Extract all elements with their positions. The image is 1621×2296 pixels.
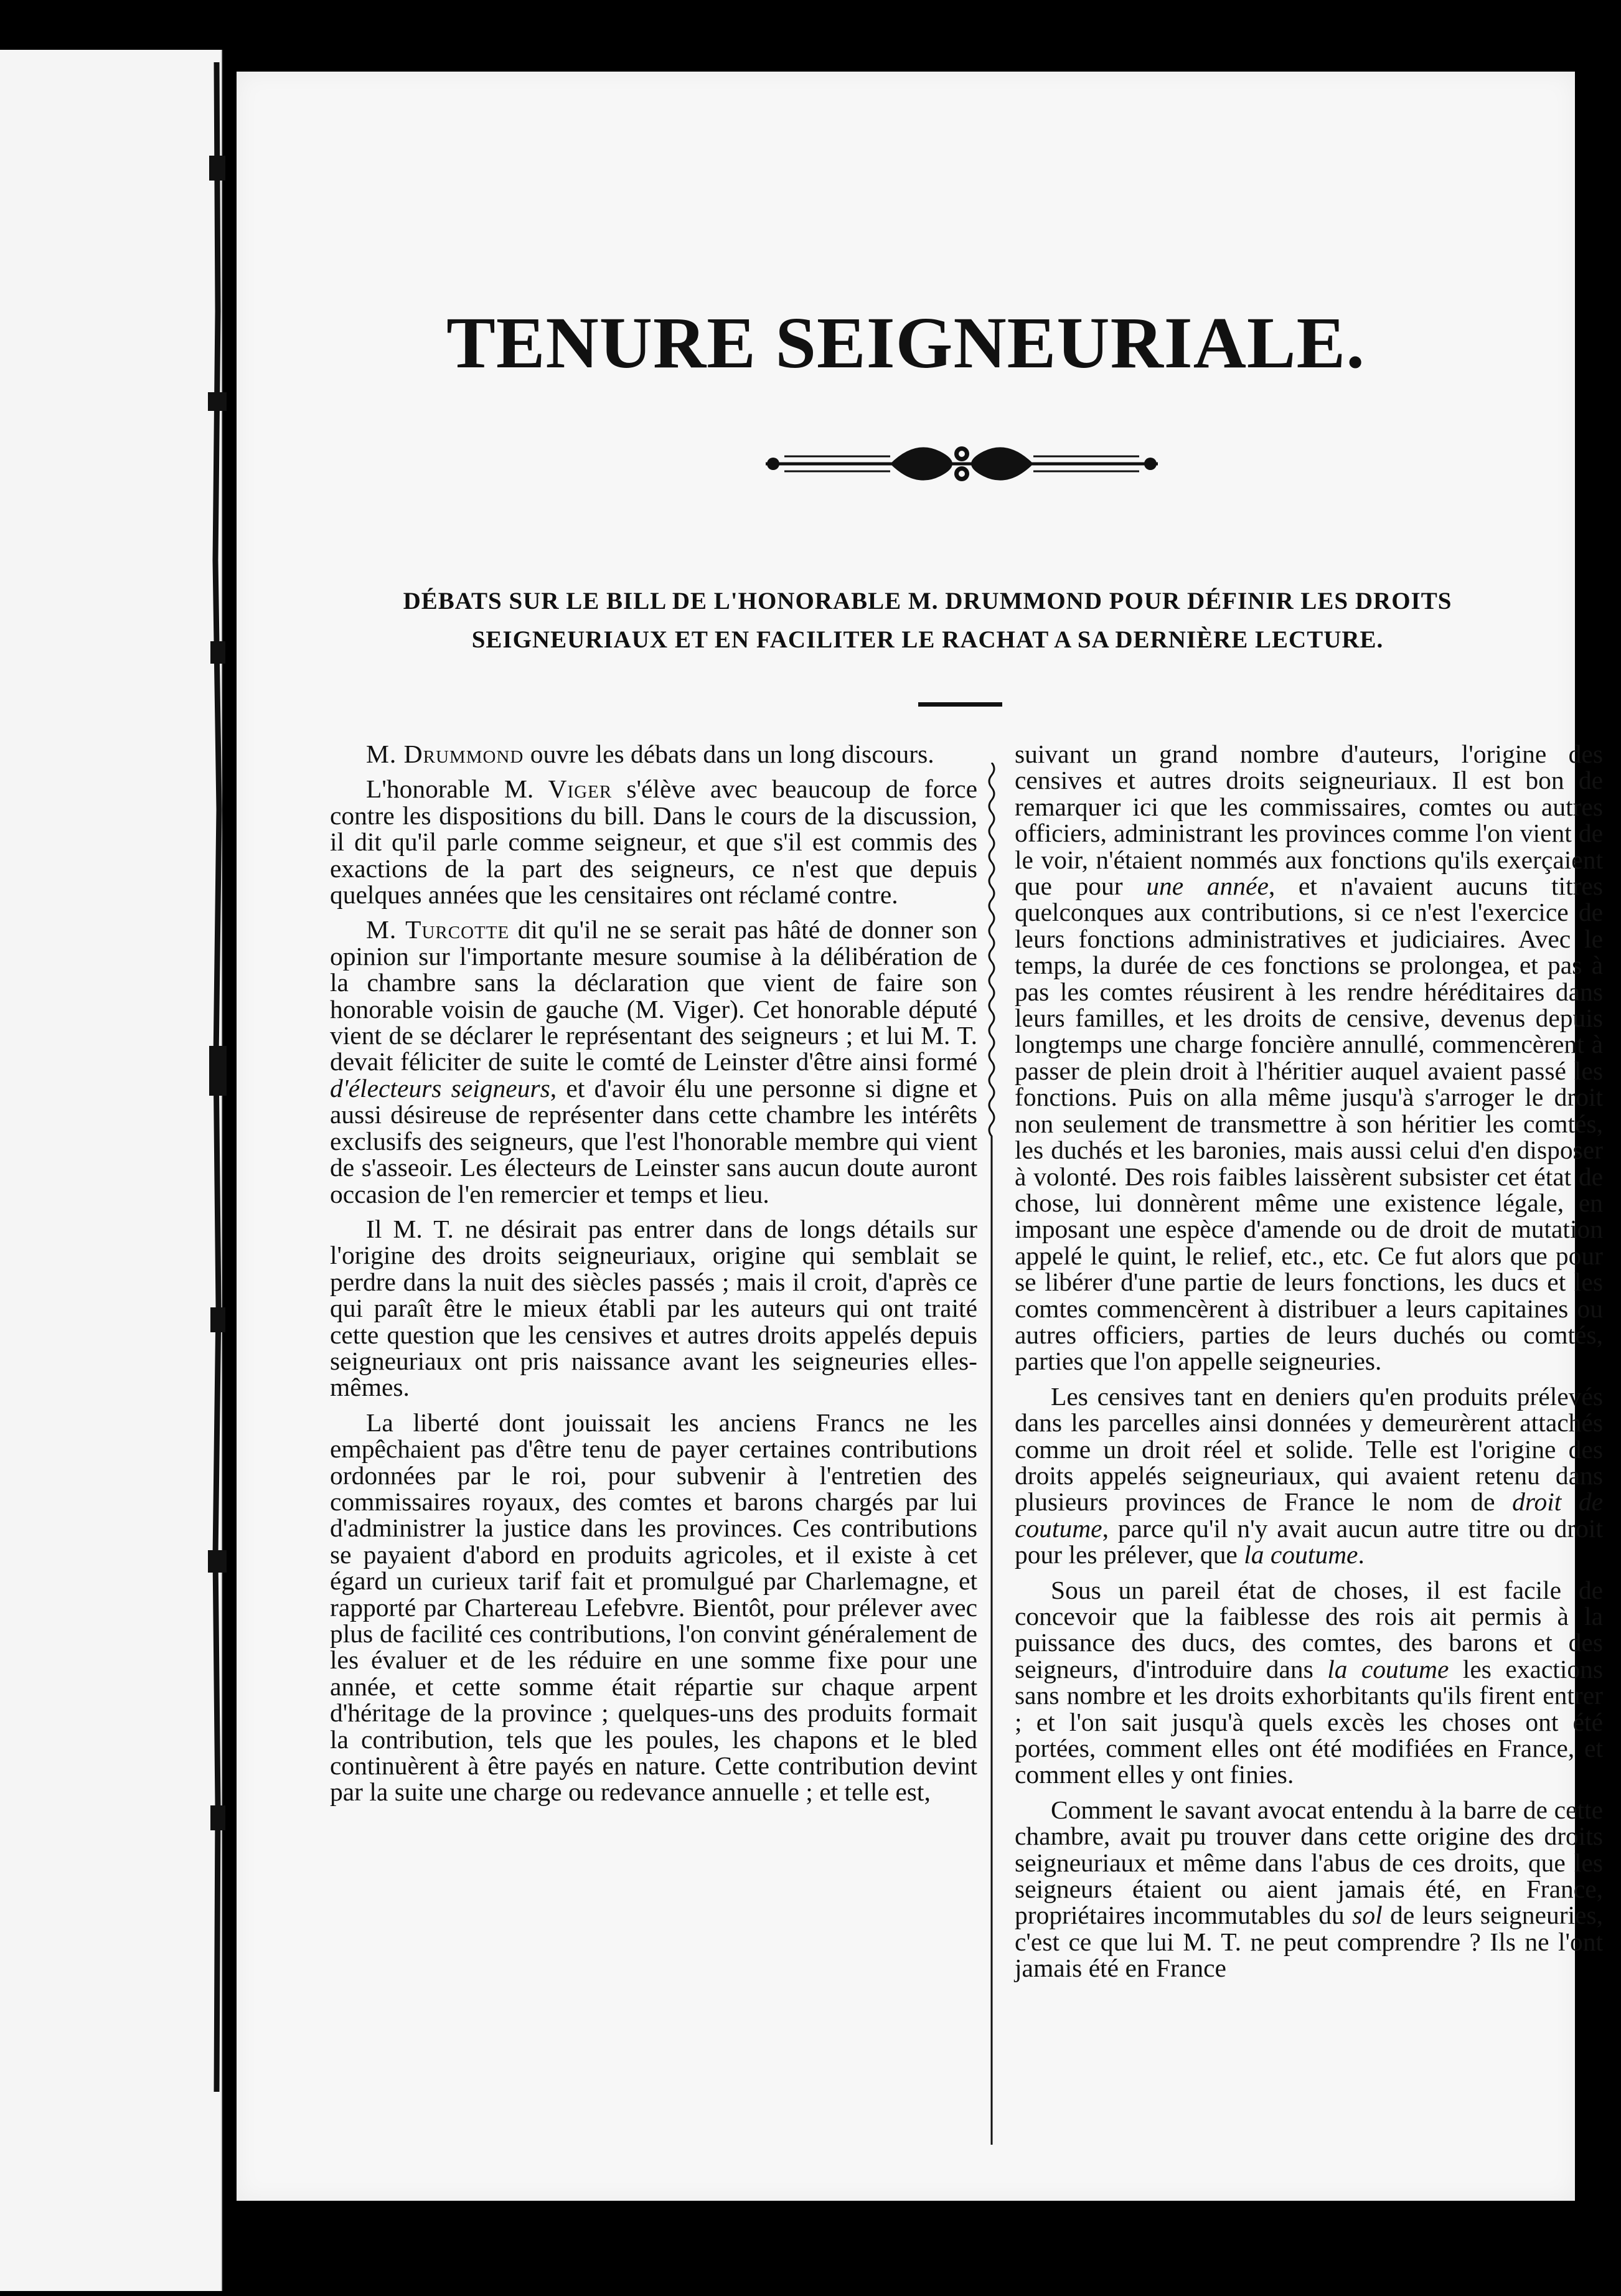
speaker-name: M. Drummond (366, 740, 524, 768)
subtitle-line-2: SEIGNEURIAUX ET EN FACILITER LE RACHAT A SA DERNIÈRE LECTURE. (471, 626, 1384, 653)
ornament-divider-icon (766, 426, 1158, 501)
document-page (237, 72, 1604, 2201)
paragraph: M. Turcotte dit qu'il ne se serait pas hâté de donner son opinion sur l'importante mesure soumise à la délibération de la chambre sans la déclaration que vient de faire son honorable voisin de gauche (M. Viger). Cet honorable député vient de se déclarer le représentant des seigneurs ; et lui M. T. devait féliciter de suite le comté de Leinster d'être ainsi formé d'électeurs seigneurs, et d'avoir élu une personne si digne et aussi désireuse de représenter dans cette chambre les intérêts exclusifs des seigneurs, que l'est l'honorable membre qui vient de s'asseoir. Les électeurs de Leinster sans aucun doute auront occasion de l'en remercier et temps et lieu. (330, 915, 977, 1208)
document-subtitle (330, 582, 1525, 659)
paragraph: L'honorable M. Viger s'élève avec beaucoup de force contre les dispositions du bill. Dans le cours de la discussion, il dit qu'il parle comme seigneur, et que s'il est commis des exactions de la part des seigneurs, ce n'est que depuis quelques années que les censitaires ont réclamé contre. (330, 774, 977, 910)
section-rule (918, 702, 1002, 707)
right-column (1015, 741, 1603, 1990)
speaker-name: M. Turcotte (366, 915, 510, 944)
paragraph: M. Drummond ouvre les débats dans un long discours. (366, 740, 934, 768)
column-divider (985, 763, 998, 2145)
facing-page-edge (0, 50, 222, 2291)
paragraph: La liberté dont jouissait les anciens Francs ne les empêchaient pas d'être tenu de payer certaines contributions ordonnées par le roi, pour subvenir à l'entretien des commissaires royaux, des comtes et barons chargés par lui d'administrer la justice dans les provinces. Ces contributions se payaient d'abord en produits agricoles, et il existe à cet égard un curieux tarif fait et promulgué par Charlemagne, et rapporté par Chartereau Lefebvre. Bientôt, pour prélever avec plus de facilité ces contributions, l'on convint généralement de les évaluer et de les réduire en une somme fixe pour une année, et cette somme était répartie sur chaque arpent d'héritage de la province ; quelques-uns des produits formait la contribution, tels que les poules, les chapons et le bled continuèrent à être payés en nature. Cette contribution devint par la suite une charge ou redevance annuelle ; et telle est, (330, 1408, 977, 1807)
paragraph: Il M. T. ne désirait pas entrer dans de longs détails sur l'origine des droits seigneuriaux, origine qui semblait se perdre dans la nuit des siècles passés ; mais il croit, d'après ce qui paraît être le mieux établi par les auteurs qui ont traité cette question que les censives et autres droits appelés depuis seigneuriaux ont pris naissance avant les seigneuries elles-mêmes. (330, 1214, 977, 1402)
stitched-binding (205, 62, 229, 2092)
subtitle-line-1: DÉBATS SUR LE BILL DE L'HONORABLE M. DRUMMOND POUR DÉFINIR LES DROITS (403, 588, 1452, 614)
paragraph: Comment le savant avocat entendu à la barre de cette chambre, avait pu trouver dans cette origine des droits seigneuriaux et même dans l'abus de ces droits, que les seigneurs étaient ou aient jamais été, en France, propriétaires incommutables du sol de leurs seigneuries, c'est ce que lui M. T. ne peut comprendre ? Ils ne l'ont jamais été en France (1015, 1795, 1603, 1983)
left-column (330, 741, 977, 1814)
speaker-name: Viger (548, 774, 613, 804)
paragraph: suivant un grand nombre d'auteurs, l'origine des censives et autres droits seigneuriaux. Il est bon de remarquer ici que les commissaires, comtes ou autres officiers, administrant les provinces comme l'on vient de le voir, n'étaient nommés aux fonctions qu'ils exerçaient que pour une année, et n'avaient aucuns titres quelconques aux contributions, si ce n'est l'exercice de leurs fonctions administratives et judiciaires. Avec le temps, la durée de ces fonctions se prolongea, et pas à pas les comtes réusirent à les rendre héréditaires dans leurs familles, et les droits de censive, devenus depuis longtemps une charge foncière annullé, commencèrent à passer de plein droit à l'héritier auquel avaient passé les fonctions. Puis on alla même jusqu'à s'arroger le droit non seulement de transmettre à son héritier les comtés, les duchés et les baronies, mais aussi celui d'en disposer à volonté. Des rois faibles laissèrent subsister cet état de chose, lui donnèrent même une existence légale, en imposant une espèce d'amende ou de droit de mutation appelé le quint, le relief, etc., etc. Ce fut alors que pour se libérer d'une partie de leurs fonctions, les ducs et les comtes commencèrent à distribuer a leurs capitaines ou autres officiers, parties de leurs duchés ou comtés, parties que l'on appelle seigneuries. (1015, 740, 1603, 1376)
paragraph: Les censives tant en deniers qu'en produits prélevés dans les parcelles ainsi données y demeurèrent attachés comme un droit réel et solide. Telle est l'origine des droits appelés seigneuriaux, qui avaient retenu dans plusieurs provinces de France le nom de droit de coutume, parce qu'il n'y avait aucun autre titre ou droit pour les prélever, que la coutume. (1015, 1381, 1603, 1569)
paragraph: Sous un pareil état de choses, il est facile de concevoir que la faiblesse des rois ait permis à la puissance des ducs, des comtes, des barons et des seigneurs, d'introduire dans la coutume les exactions sans nombre et les droits exhorbitants qu'ils firent entrer ; et l'on sait jusqu'à quels excès les choses ont été portées, comment elles ont été modifiées en France, et comment elles y ont finies. (1015, 1575, 1604, 1789)
document-title: TENURE SEIGNEURIALE. (446, 302, 1365, 383)
